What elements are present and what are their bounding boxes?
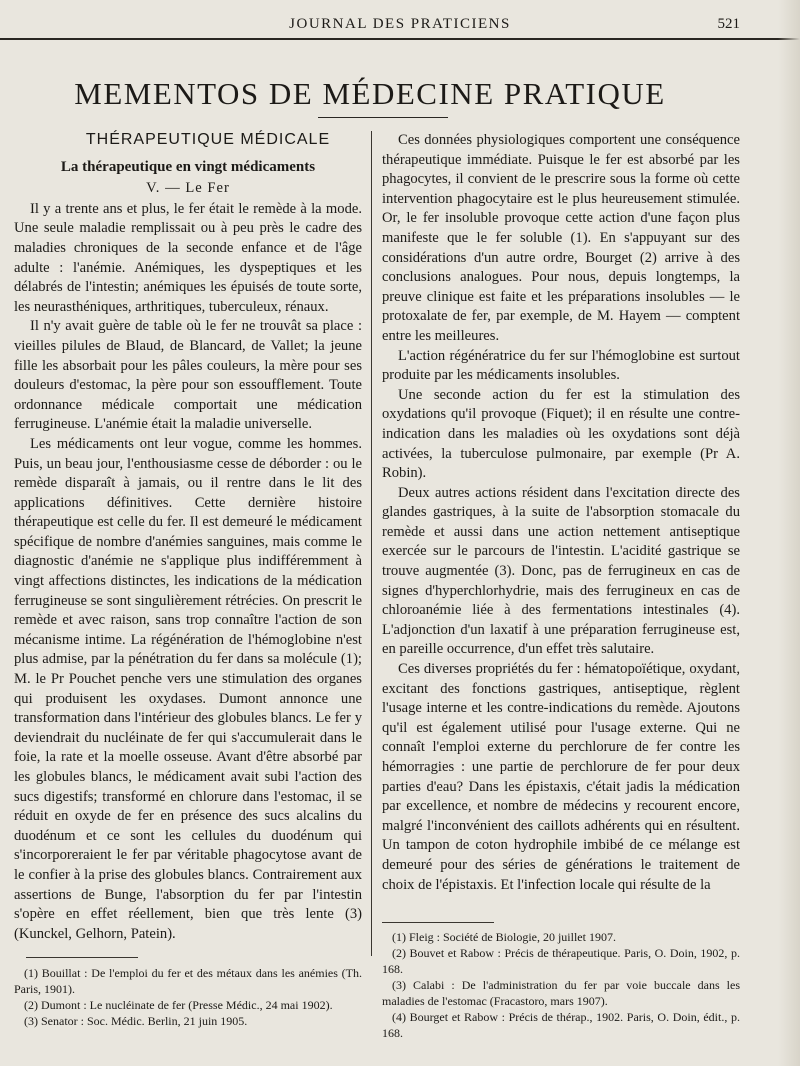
right-paragraph: Ces données physiologiques comportent une conséquence thérapeutique immédiate. Puisque le fer est absorbé par les phagocytes, il convient de le prescrire sous la forme où cette intervention phagocytaire est le plus heureusement stimulée. Or, le fer insoluble provoque cette action d'une façon plus manifeste que le fer soluble (1). En s'appuyant sur des considérations d'un autre ordre, Bourget (2) arrive à des conclusions analogues. Pour nous, depuis longtemps, la preuve clinique est faite et les préparations insolubles — le protoxalate de fer, par exemple, de M. Hayem — comptent entre les meilleures. [382, 132, 740, 344]
footnote: (3) Calabi : De l'administration du fer par voie buccale dans les maladies de l'estomac (Fracastoro, mars 1907). [382, 978, 740, 1008]
right-paragraph: Une seconde action du fer est la stimulation des oxydations qu'il provoque (Fiquet); il en résulte une contre-indication dans les maladies où les oxydations sont déjà activées, la tuberculose pulmonaire, par exemple (Pr A. Robin). [382, 386, 740, 482]
column-divider [371, 131, 372, 956]
page-number: 521 [717, 16, 740, 32]
footnote: (1) Bouillat : De l'emploi du fer et des métaux dans les anémies (Th. Paris, 1901). [14, 966, 362, 996]
right-footnotes [382, 929, 740, 1041]
article-subtitle: V. — Le Fer [146, 180, 230, 197]
running-header [0, 14, 800, 40]
right-paragraph: Ces diverses propriétés du fer : hématopoïétique, oxydant, excitant des fonctions gastriques, antiseptique, règlent l'usage interne et les contre-indications du remède. Ajoutons qu'il est également utilisé pour l'usage externe. Qui ne connaît l'emploi externe du perchlorure de fer contre les hémorragies : une partie de perchlorure de fer pour deux parties d'eau? Dans les épistaxis, c'était jadis la médication par excellence, et nombre de médecins y recourent encore, malgré l'inconvénient des caillots adhérents qui en résultent. Un tampon de coton hydrophile imbibé de ce mélange est demeuré pour des séries de générations le traitement de choix de l'épistaxis. Et l'infection locale qui résulte de la [382, 661, 740, 893]
left-column [14, 130, 362, 944]
right-column [382, 131, 740, 895]
left-footnotes [14, 965, 362, 1029]
left-paragraph: Il n'y avait guère de table où le fer ne trouvât sa place : vieilles pilules de Blaud, de Blancard, de Vallet; la jeune fille les absorbait pour les pâles couleurs, la mère pour ses douleurs d'estomac, la père pour son essoufflement. Toute ordonnance médicale comportait une médication ferrugineuse. L'anémie était la maladie universelle. [14, 318, 362, 433]
running-title: JOURNAL DES PRATICIENS [289, 16, 511, 32]
left-paragraph: Les médicaments ont leur vogue, comme les hommes. Puis, un beau jour, l'enthousiasme cesse de déborder : ou le remède disparaît à jamais, ou il rentre dans le lit des applications définitives. Cette dernière histoire thérapeutique est celle du fer. Il est demeuré le médicament spécifique de nombre d'anémies sanguines, mais comme le diagnostic d'anémie ne s'applique plus indifféremment à vingt affections distinctes, les indications de la médication ferrugineuse se sont singulièrement rétrécies. On prescrit le remède et avec raison, sans trop connaître l'action de son mécanisme intime. La régénération de l'hémoglobine n'est plus admise, par la pénétration du fer dans sa molécule (1); M. le Pr Pouchet penche vers une stimulation des organes qui produisent les oxydases. Dumont annonce une transformation dans l'intérieur des globules blancs. Le fer y deviendrait du nucléinate de fer qui s'accumulerait dans le foie, la rate et la moelle osseuse. Avant d'être absorbé par les globules blancs, le médicament avait subi l'action des sucs digestifs; transformé en chlorure dans l'estomac, il se réduit en oxyde de fer en présence des sucs alcalins du duodénum et ce sont les cellules du duodénum qui s'incorporeraient le fer par véritable phagocytose avant de le confier à la prise des globules blancs. Contrairement aux assertions de Bunge, l'absorption du fer par l'intestin s'opère en effet réellement, bien que très lente (3) (Kunckel, Gelhorn, Patein). [14, 435, 362, 942]
footnote-rule [26, 957, 138, 958]
footnote: (1) Fleig : Société de Biologie, 20 juillet 1907. [392, 930, 616, 944]
main-title: MEMENTOS DE MÉDECINE PRATIQUE [74, 76, 666, 111]
footnote: (3) Senator : Soc. Médic. Berlin, 21 juin 1905. [24, 1014, 248, 1028]
section-heading: THÉRAPEUTIQUE MÉDICALE [85, 131, 331, 148]
article-title: La thérapeutique en vingt médicaments [60, 158, 316, 175]
footnote-rule [382, 922, 494, 923]
footnote: (2) Bouvet et Rabow : Précis de thérapeutique. Paris, O. Doin, 1902, p. 168. [382, 946, 740, 976]
right-paragraph: L'action régénératrice du fer sur l'hémoglobine est surtout produite par les médicaments insolubles. [382, 347, 740, 384]
title-rule [318, 117, 448, 118]
right-paragraph: Deux autres actions résident dans l'excitation directe des glandes gastriques, à la suite de l'absorption stomacale du remède et aussi dans une action nettement antiseptique exercée sur le parcours de l'intestin. L'acidité gastrique se trouve augmentée (3). Donc, pas de ferrugineux en cas de signes d'hyperchlorhydrie, mais des ferrugineux en cas de chloroanémie liée à des fermentations intestinales (4). L'adjonction d'un laxatif à une préparation ferrugineuse est, en pareille occurrence, d'un effet très salutaire. [382, 484, 740, 658]
scan-edge-shadow [778, 0, 800, 1066]
left-paragraph: Il y a trente ans et plus, le fer était le remède à la mode. Une seule maladie remplissait ou à peu près le cadre des maladies chroniques de la seconde enfance et de l'âge adulte : l'anémie. Anémiques, les dyspeptiques et les délabrés de l'intestin; anémiques les épuisés de toute sorte, les neurasthéniques, arthritiques, tuberculeux, rénaux. [14, 200, 362, 315]
footnote: (4) Bourget et Rabow : Précis de thérap., 1902. Paris, O. Doin, édit., p. 168. [382, 1010, 740, 1040]
footnote: (2) Dumont : Le nucléinate de fer (Presse Médic., 24 mai 1902). [24, 998, 333, 1012]
